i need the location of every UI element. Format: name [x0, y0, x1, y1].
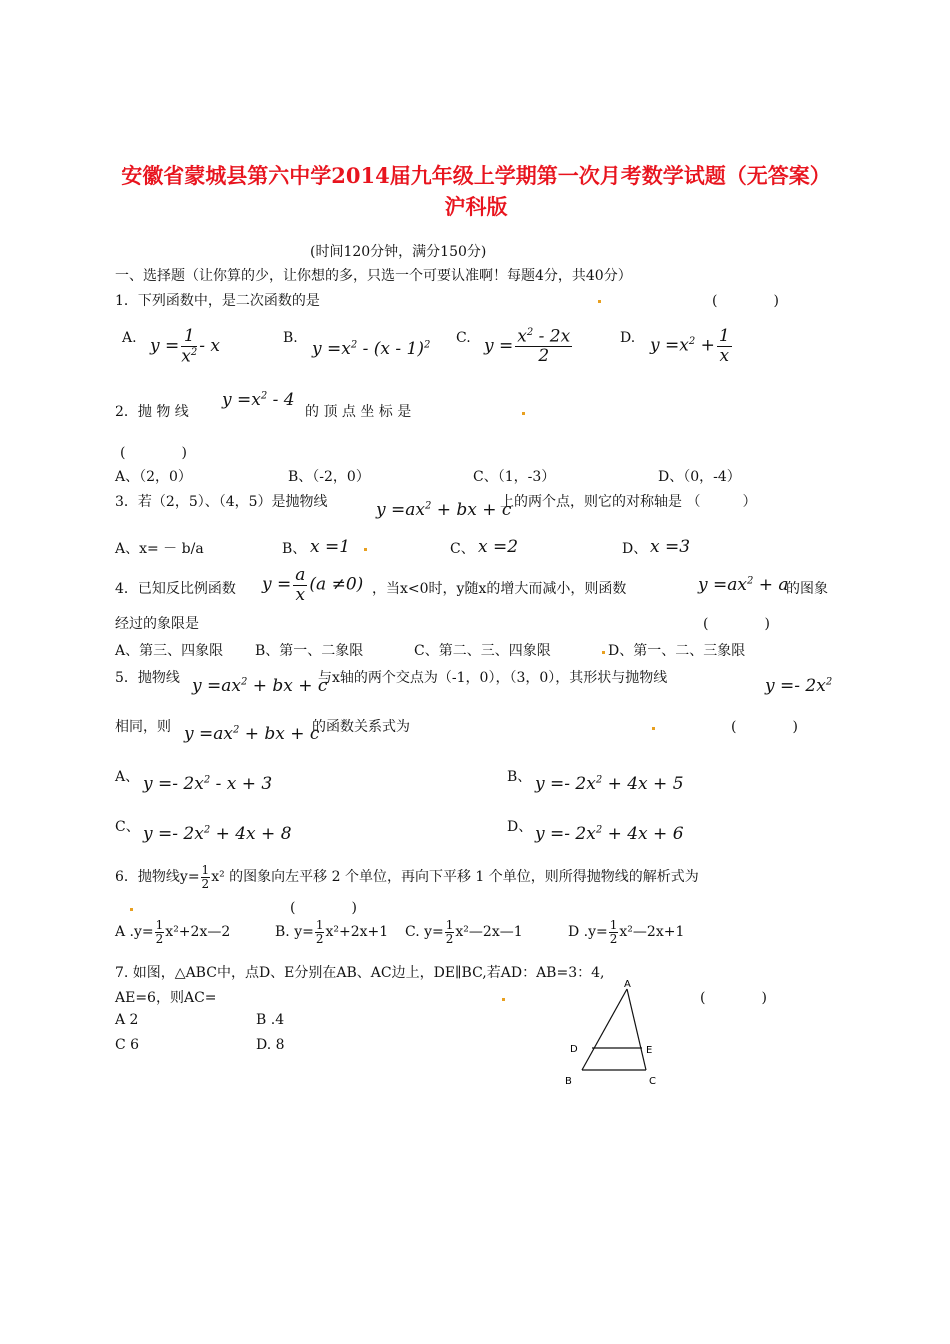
q2-option-d: D、（0，-4） — [658, 469, 741, 485]
q7-option-d: D. 8 — [256, 1037, 285, 1053]
q5-formula-2: $y =- 2x^2$ — [765, 676, 833, 696]
q3-formula: $y =ax^2$ + bx + c — [376, 500, 512, 520]
triangle-figure — [560, 975, 670, 1090]
q6-option-c: C. y= $\frac{1}{2}$ x²—2x—1 — [405, 918, 523, 946]
answer-paren: ( ) — [712, 293, 779, 309]
q6-option-a: A .y= $\frac{1}{2}$ x²+2x—2 — [115, 918, 231, 946]
q4-option-a: A、第三、四象限 — [115, 643, 224, 659]
q1-option-b-label: B. — [283, 330, 298, 346]
q6-option-b: B. y= $\frac{1}{2}$ x²+2x+1 — [275, 918, 389, 946]
q5-option-c-label: C、 — [115, 819, 140, 835]
q5-option-b-label: B、 — [507, 769, 532, 785]
q1-option-c-formula: y = $\frac{x^2 - 2x}{2}$ — [484, 326, 571, 367]
q1-option-a-label: A. — [122, 330, 137, 346]
q5-option-a-formula: $y =- 2x^2 - x + 3$ — [143, 774, 273, 794]
answer-paren: ( ) — [703, 616, 770, 632]
label-d: D — [570, 1044, 578, 1055]
section-heading: 一、选择题（让你算的少，让你想的多，只选一个可要认准啊！每题4分，共40分） — [115, 268, 632, 284]
question-4-line2: 经过的象限是 — [115, 616, 199, 632]
question-5-line2-post: 的函数关系式为 — [312, 719, 410, 735]
q3-option-b-formula: x =1 — [310, 537, 351, 557]
q7-option-a: A 2 — [115, 1012, 139, 1028]
question-5-line2-pre: 相同，则 — [115, 719, 171, 735]
question-3-stem-pre: 3．若（2，5）、（4，5）是抛物线 — [115, 494, 328, 510]
q7-option-c: C 6 — [115, 1037, 140, 1053]
question-2-stem-pre: 2．抛 物 线 — [115, 404, 189, 420]
question-1-stem: 1．下列函数中，是二次函数的是 — [115, 293, 320, 309]
q1-option-a-formula: y = $\frac{1}{x^2}$ - x — [150, 326, 220, 367]
q5-option-c-formula: $y =- 2x^2 + 4x + 8$ — [143, 824, 292, 844]
q7-option-b: B .4 — [256, 1012, 285, 1028]
q3-option-d-label: D、 — [622, 541, 648, 557]
question-4-stem-pre: 4．已知反比例函数 — [115, 581, 236, 597]
q3-option-b-label: B、 — [282, 541, 307, 557]
q3-option-a: A、x= － b/a — [115, 541, 204, 557]
question-2-stem-post: 的 顶 点 坐 标 是 — [305, 404, 412, 420]
q2-option-b: B、（-2，0） — [288, 469, 370, 485]
page-title: 安徽省蒙城县第六中学2014届九年级上学期第一次月考数学试题（无答案） 沪科版 — [121, 163, 831, 219]
q2-option-c: C、（1，-3） — [473, 469, 556, 485]
q2-option-a: A、（2，0） — [115, 469, 192, 485]
q1-option-d-formula: $y =x^2$ + $\frac{1}{x}$ — [650, 326, 730, 366]
q2-formula: $y =x^2 - 4$ — [222, 390, 295, 410]
q5-option-a-label: A、 — [115, 769, 140, 785]
q5-formula-1: $y =ax^2$ + bx + c — [192, 676, 328, 696]
q1-option-d-label: D. — [620, 330, 636, 346]
q3-option-c-formula: x =2 — [478, 537, 519, 557]
q4-option-b: B、第一、二象限 — [255, 643, 364, 659]
question-4-stem-post: 的图象 — [786, 581, 828, 597]
label-e: E — [646, 1045, 653, 1056]
edge-ac — [627, 989, 646, 1070]
q5-option-b-formula: $y =- 2x^2 + 4x + 5$ — [535, 774, 684, 794]
question-5-stem-mid: 与x轴的两个交点为（-1，0），（3，0），其形状与抛物线 — [318, 670, 668, 686]
answer-paren: ( ) — [290, 900, 357, 916]
label-b: B — [565, 1076, 572, 1087]
answer-paren: ( ) — [731, 719, 798, 735]
q4-formula-2: $y =ax^2 + a$ — [698, 575, 789, 595]
question-3-stem-post: 上的两个点，则它的对称轴是 （ ） — [500, 494, 757, 510]
q4-formula-1: y = $\frac{a}{x}$ (a ≠0) — [262, 565, 364, 605]
q4-option-c: C、第二、三、四象限 — [414, 643, 551, 659]
exam-subtitle: (时间120分钟，满分150分) — [310, 244, 487, 260]
answer-paren: ( ) — [120, 445, 187, 461]
q5-formula-3: $y =ax^2$ + bx + c — [184, 724, 320, 744]
question-6-stem: 6．抛物线y= $\frac{1}{2}$ x² 的图象向左平移 2 个单位，再向下平移 1 个单位，则所得抛物线的解析式为 — [115, 863, 699, 891]
label-a: A — [624, 979, 631, 990]
q5-option-d-formula: $y =- 2x^2 + 4x + 6$ — [535, 824, 684, 844]
q6-option-d: D .y= $\frac{1}{2}$ x²—2x+1 — [568, 918, 685, 946]
question-4-stem-mid: ，当x<0时，y随x的增大而减小，则函数 — [372, 581, 627, 597]
q4-option-d: D、第一、二、三象限 — [608, 643, 746, 659]
question-7-stem: 7. 如图，△ABC中，点D、E分别在AB、AC边上，DE∥BC,若AD：AB=3：4, — [115, 965, 605, 981]
answer-paren: ( ) — [700, 990, 767, 1006]
q5-option-d-label: D、 — [507, 819, 533, 835]
q1-option-b-formula: $y =x^2 - (x - 1)^2$ — [312, 339, 431, 359]
q1-option-c-label: C. — [456, 330, 471, 346]
question-7-line2: AE=6，则AC= — [115, 990, 217, 1006]
q3-option-c-label: C、 — [450, 541, 475, 557]
label-c: C — [649, 1076, 656, 1087]
question-5-stem-pre: 5．抛物线 — [115, 670, 180, 686]
q3-option-d-formula: x =3 — [650, 537, 691, 557]
edge-ab — [582, 989, 627, 1070]
